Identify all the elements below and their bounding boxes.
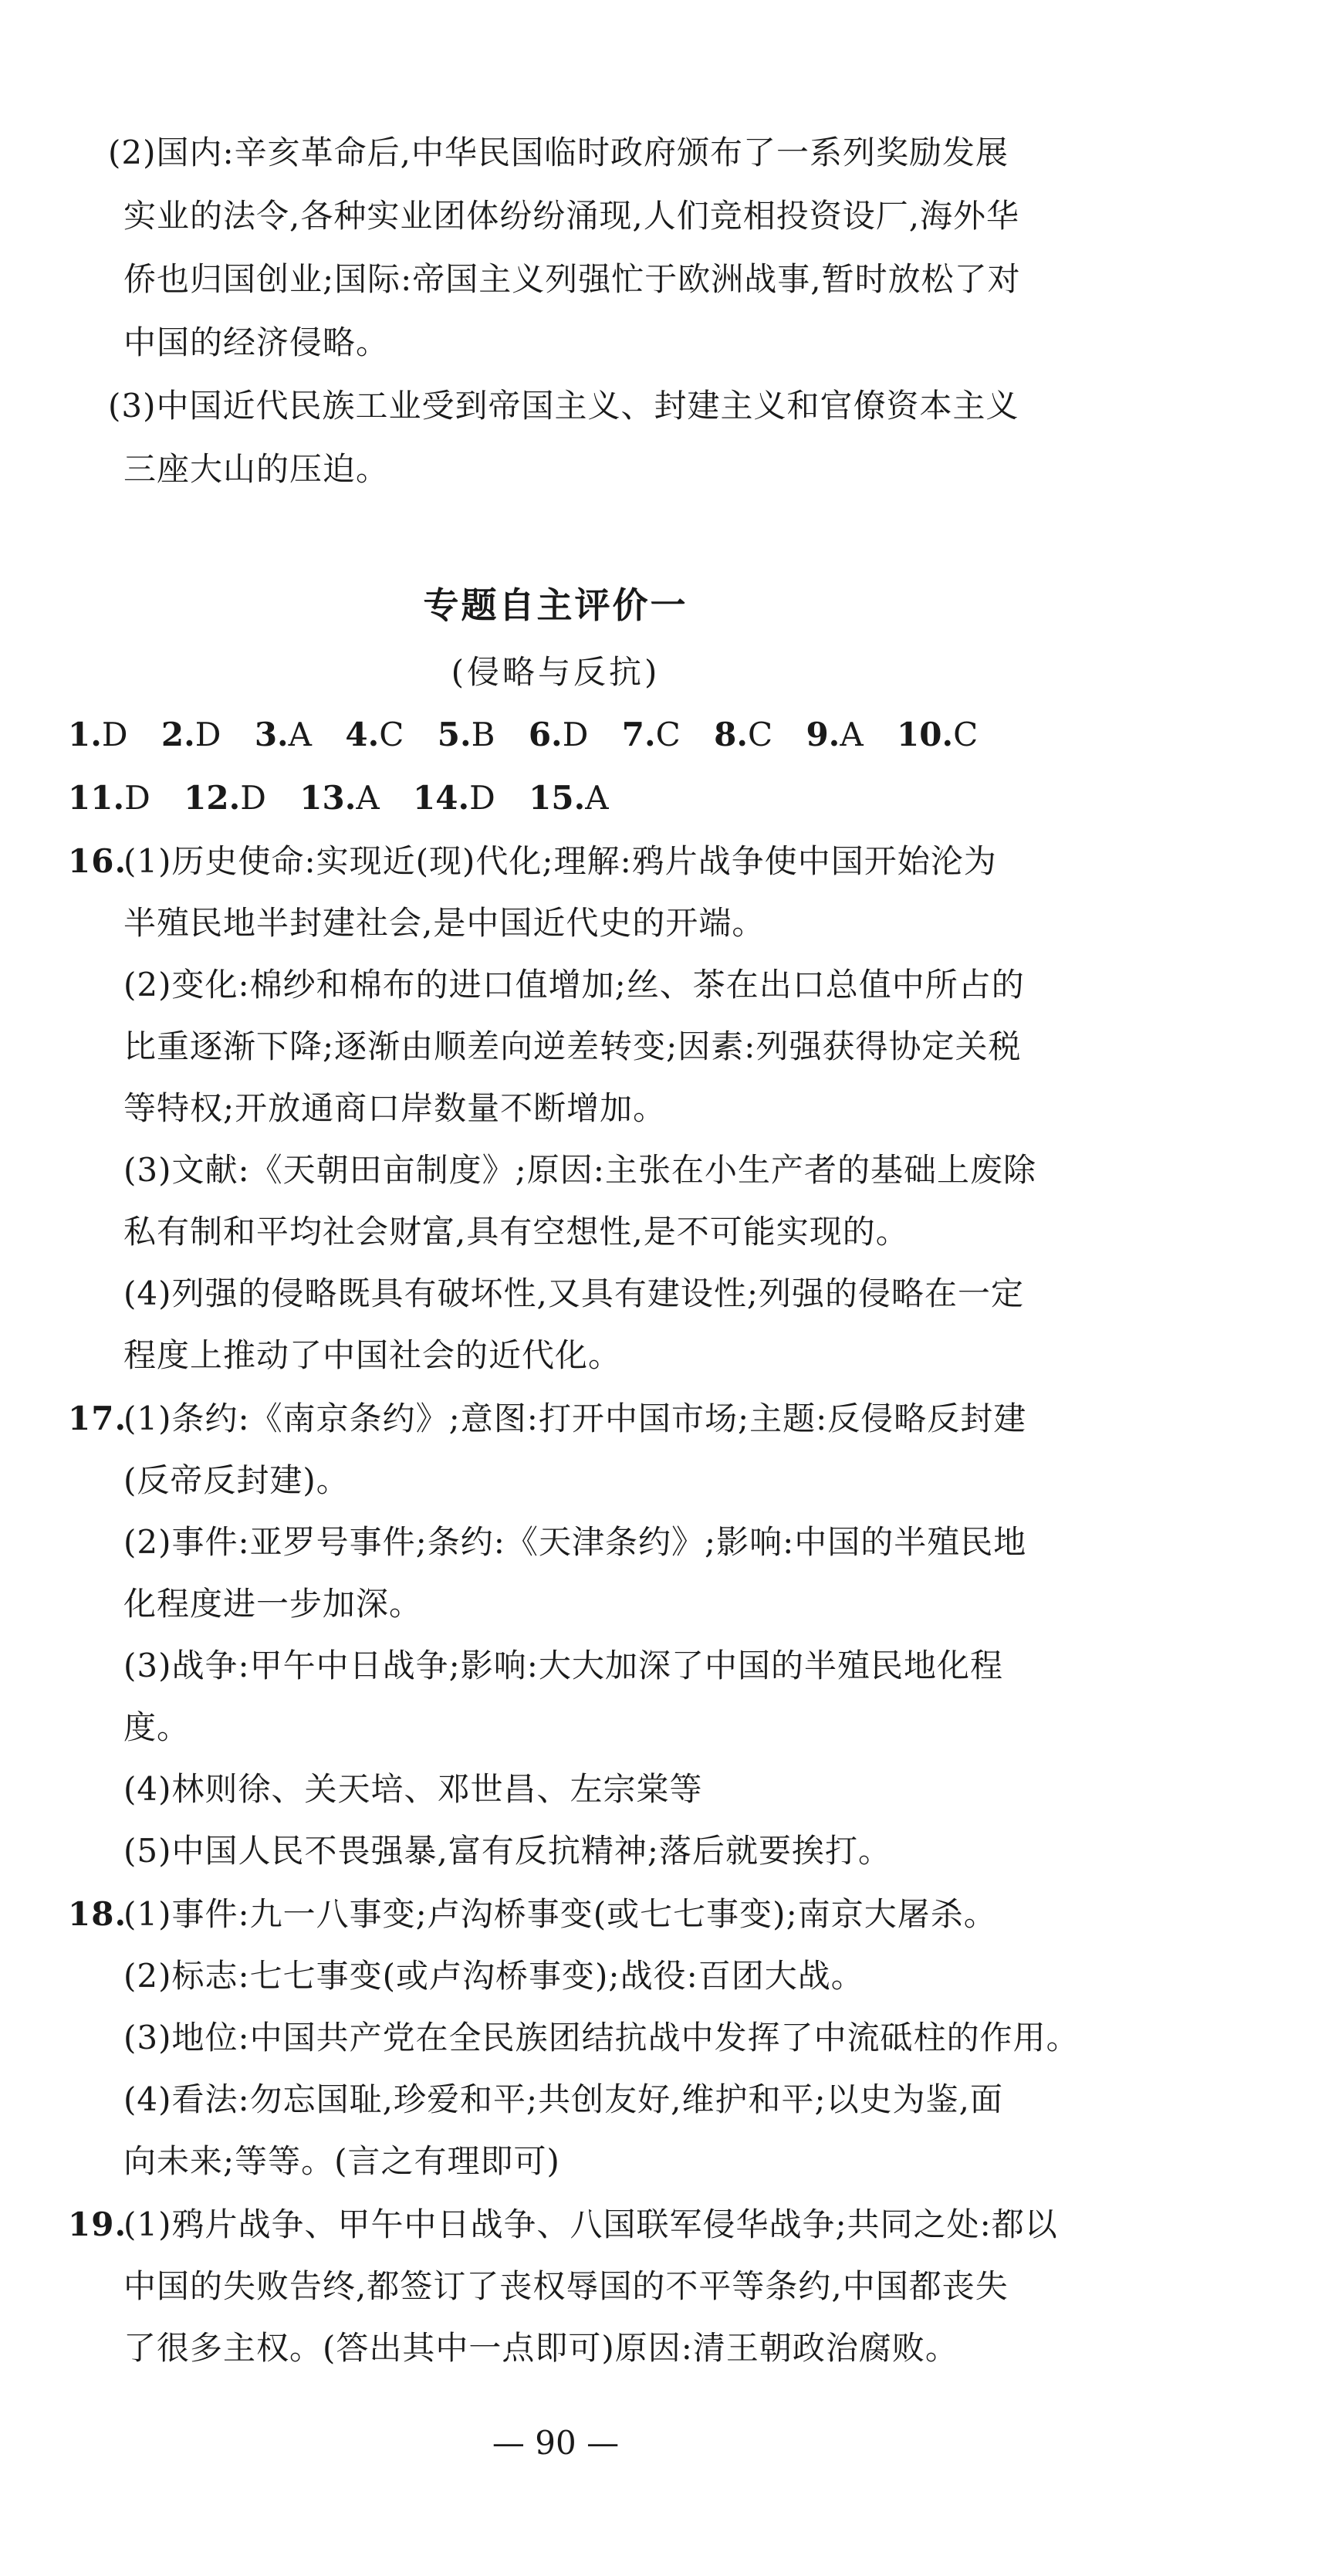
mc-item: 13.A [299, 779, 380, 817]
text-line: 三座大山的压迫。 [123, 450, 390, 488]
mc-item: 5.B [437, 716, 495, 753]
text-line: (3)战争:甲午中日战争;影响:大大加深了中国的半殖民地化程 [123, 1647, 1003, 1684]
page-number: — 90 — [492, 2424, 620, 2462]
text-line: (2)变化:棉纱和棉布的进口值增加;丝、茶在出口总值中所占的 [123, 966, 1025, 1004]
text-line: 度。 [123, 1708, 191, 1746]
text-line: (1)鸦片战争、甲午中日战争、八国联军侵华战争;共同之处:都以 [123, 2205, 1058, 2243]
text-line: 比重逐渐下降;逐渐由顺差向逆差转变;因素:列强获得协定关税 [123, 1027, 1022, 1065]
mc-item: 15.A [529, 779, 609, 817]
mc-item: 12.D [184, 779, 266, 817]
text-line: 中国的经济侵略。 [123, 323, 390, 361]
text-line: (1)事件:九一八事变;卢沟桥事变(或七七事变);南京大屠杀。 [123, 1895, 997, 1933]
mc-item: 8.C [714, 716, 773, 753]
text-line: (4)列强的侵略既具有破坏性,又具有建设性;列强的侵略在一定 [123, 1274, 1024, 1312]
text-line: (3)中国近代民族工业受到帝国主义、封建主义和官僚资本主义 [108, 387, 1019, 425]
text-line: (反帝反封建)。 [123, 1461, 350, 1499]
mc-row-2 [68, 775, 632, 821]
text-line: (2)标志:七七事变(或卢沟桥事变);战役:百团大战。 [123, 1957, 864, 1995]
text-line: (1)历史使命:实现近(现)代化;理解:鸦片战争使中国开始沦为 [123, 842, 997, 880]
question-number: 19. [68, 2205, 127, 2243]
text-line: (1)条约:《南京条约》;意图:打开中国市场;主题:反侵略反封建 [123, 1400, 1027, 1437]
text-line: 侨也归国创业;国际:帝国主义列强忙于欧洲战事,暂时放松了对 [123, 260, 1021, 298]
mc-item: 7.C [621, 716, 681, 753]
text-line: 实业的法令,各种实业团体纷纷涌现,人们竞相投资设厂,海外华 [123, 197, 1020, 235]
text-line: (4)林则徐、关天培、邓世昌、左宗棠等 [123, 1770, 703, 1808]
question-number: 17. [68, 1400, 127, 1437]
question-number: 16. [68, 842, 127, 880]
text-line: 半殖民地半封建社会,是中国近代史的开端。 [123, 904, 766, 942]
text-line: 向未来;等等。(言之有理即可) [123, 2142, 560, 2180]
mc-item: 14.D [413, 779, 495, 817]
mc-item: 4.C [345, 716, 404, 753]
text-line: 私有制和平均社会财富,具有空想性,是不可能实现的。 [123, 1213, 909, 1251]
section-title: 专题自主评价一 [423, 584, 688, 626]
text-line: (5)中国人民不畏强暴,富有反抗精神;落后就要挨打。 [123, 1832, 891, 1870]
text-line: 了很多主权。(答出其中一点即可)原因:清王朝政治腐败。 [123, 2329, 958, 2367]
mc-item: 2.D [161, 716, 221, 753]
text-line: 等特权;开放通商口岸数量不断增加。 [123, 1089, 667, 1127]
text-line: (3)地位:中国共产党在全民族团结抗战中发挥了中流砥柱的作用。 [123, 2019, 1080, 2056]
text-line: 中国的失败告终,都签订了丧权辱国的不平等条约,中国都丧失 [123, 2267, 1009, 2305]
mc-item: 6.D [528, 716, 589, 753]
mc-item: 1.D [68, 716, 128, 753]
question-number: 18. [68, 1895, 127, 1933]
text-line: (3)文献:《天朝田亩制度》;原因:主张在小生产者的基础上废除 [123, 1151, 1036, 1189]
text-line: 化程度进一步加深。 [123, 1585, 423, 1623]
mc-item: 10.C [897, 716, 979, 753]
text-line: (4)看法:勿忘国耻,珍爱和平;共创友好,维护和平;以史为鉴,面 [123, 2080, 1003, 2118]
section-subtitle: (侵略与反抗) [451, 653, 661, 691]
mc-item: 3.A [254, 716, 313, 753]
mc-item: 11.D [68, 779, 150, 817]
mc-item: 9.A [806, 716, 864, 753]
mc-row-1 [68, 712, 1001, 758]
text-line: 程度上推动了中国社会的近代化。 [123, 1336, 622, 1374]
text-line: (2)事件:亚罗号事件;条约:《天津条约》;影响:中国的半殖民地 [123, 1523, 1027, 1561]
text-line: (2)国内:辛亥革命后,中华民国临时政府颁布了一系列奖励发展 [108, 134, 1009, 171]
